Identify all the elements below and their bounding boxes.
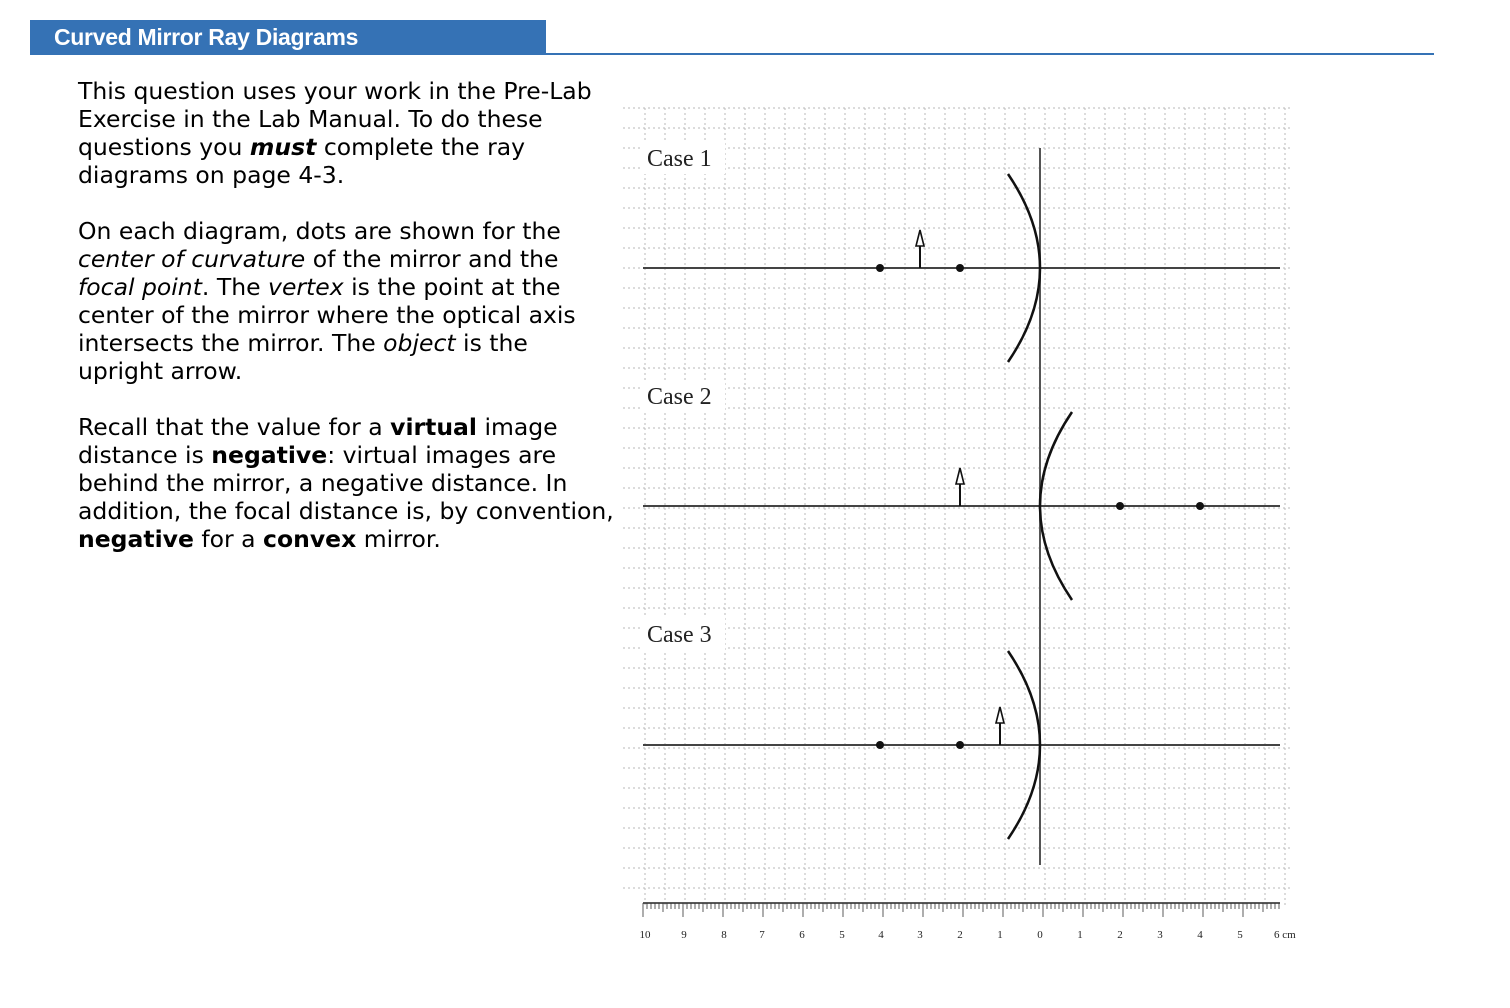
p3-term-virtual: virtual	[390, 413, 477, 441]
ray-diagram-grid	[600, 85, 1310, 955]
instructions-paragraph-1	[78, 77, 618, 189]
p3-text-e: : virtual images are behind the mirror, a negative distance. In addition, the focal distance is, by convention,	[78, 441, 614, 525]
ruler-label-pos-2: 2	[1117, 929, 1123, 941]
case-2-object-arrow	[956, 468, 964, 506]
ruler-label-7: 7	[759, 929, 765, 941]
header-underline	[30, 53, 1434, 55]
instructions-paragraph-2	[78, 217, 618, 385]
case-1-object-arrow	[916, 230, 924, 268]
p1-must-emphasis: must	[249, 133, 317, 161]
case-1-diagram	[643, 142, 1280, 362]
ruler-label-10: 10	[639, 929, 651, 941]
p3-term-negative-2: negative	[78, 525, 194, 553]
case-2-diagram	[643, 380, 1280, 600]
case-3-label: Case 3	[647, 622, 712, 648]
p1-text-a: This question uses your work in the Pre-Lab Exercise in the Lab Manual. To do these questions you	[78, 77, 592, 161]
ruler-label-8: 8	[721, 929, 727, 941]
p1-text-c: complete the ray diagrams on page 4-3.	[78, 133, 526, 189]
p2-text-e: . The	[201, 273, 269, 301]
cm-ruler	[640, 903, 1297, 941]
p3-text-g: for a	[193, 525, 264, 553]
ruler-ticks	[643, 903, 1280, 917]
ruler-label-4: 4	[878, 929, 884, 941]
p2-term-vertex: vertex	[268, 273, 344, 301]
section-header-bar	[30, 20, 546, 54]
p2-text-a: On each diagram, dots are shown for the	[78, 217, 561, 245]
p3-text-i: mirror.	[356, 525, 441, 553]
ruler-label-pos-4: 4	[1197, 929, 1203, 941]
ruler-label-6cm: 6 cm	[1274, 929, 1296, 941]
ruler-label-pos-5: 5	[1237, 929, 1243, 941]
p2-text-g: is the point at the center of the mirror where the optical axis intersects the mirror. The	[78, 273, 576, 357]
p3-term-convex: convex	[263, 525, 357, 553]
ruler-label-9: 9	[681, 929, 687, 941]
instructions-paragraph-3	[78, 413, 618, 553]
p2-text-c: of the mirror and the	[305, 245, 559, 273]
case-3-object-arrow	[996, 707, 1004, 745]
ruler-label-3: 3	[917, 929, 923, 941]
p3-text-a: Recall that the value for a	[78, 413, 391, 441]
ruler-label-pos-3: 3	[1157, 929, 1163, 941]
ruler-label-6: 6	[799, 929, 805, 941]
case-1-center-of-curvature-dot	[876, 264, 884, 272]
case-1-focal-point-dot	[956, 264, 964, 272]
p3-text-c: image distance is	[78, 413, 558, 469]
case-2-label: Case 2	[647, 384, 712, 410]
ruler-label-5: 5	[839, 929, 845, 941]
case-3-focal-point-dot	[956, 741, 964, 749]
section-title: Curved Mirror Ray Diagrams	[54, 24, 359, 50]
p2-term-center-of-curvature: center of curvature	[78, 245, 306, 273]
p2-term-focal-point: focal point	[78, 273, 202, 301]
p3-term-negative-1: negative	[211, 441, 328, 469]
case-3-center-of-curvature-dot	[876, 741, 884, 749]
p2-term-object: object	[383, 329, 456, 357]
case-2-focal-point-dot	[1116, 502, 1124, 510]
case-2-center-of-curvature-dot	[1196, 502, 1204, 510]
instructions-text	[78, 77, 618, 581]
ruler-label-pos-1: 1	[1077, 929, 1083, 941]
case-1-label: Case 1	[647, 146, 712, 172]
p2-text-i: is the upright arrow.	[78, 329, 528, 385]
ruler-label-0: 0	[1037, 929, 1043, 941]
ruler-label-2: 2	[957, 929, 963, 941]
ruler-label-1: 1	[997, 929, 1003, 941]
